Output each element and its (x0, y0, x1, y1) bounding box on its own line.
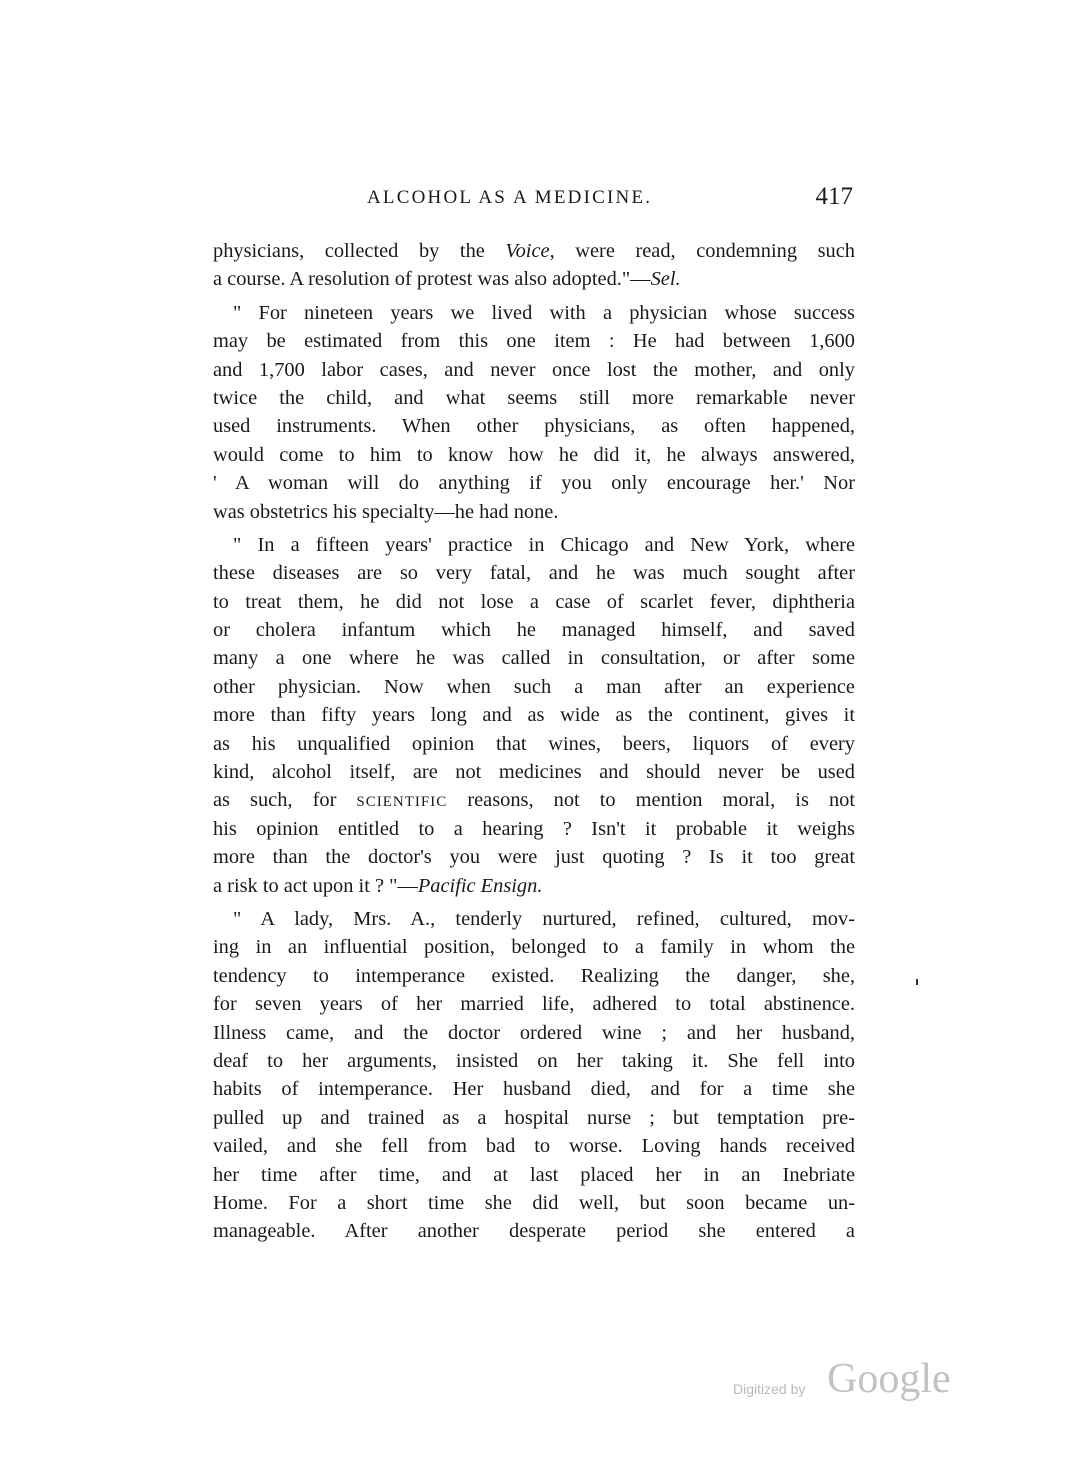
text-line: Illness came, and the doctor ordered wine ; and her husband, (213, 1021, 855, 1044)
text-line: tendency to intemperance existed. Realizing the danger, she, (213, 964, 855, 987)
body-text (213, 237, 855, 1251)
text-line: " For nineteen years we lived with a physician whose success (233, 301, 855, 324)
text-line: Home. For a short time she did well, but soon became un- (213, 1191, 855, 1214)
text-line: many a one where he was called in consultation, or after some (213, 647, 855, 670)
running-head: ALCOHOL AS A MEDICINE. (367, 187, 653, 208)
text-line: a risk to act upon it ? "—Pacific Ensign. (213, 874, 543, 897)
text-line: more than the doctor's you were just quoting ? Is it too great (213, 846, 855, 869)
google-logo: Google (827, 1356, 951, 1402)
text-line: physicians, collected by the Voice, were read, condemning such (213, 240, 855, 262)
text-line: was obstetrics his specialty—he had none. (213, 500, 559, 523)
text-line: habits of intemperance. Her husband died, and for a time she (213, 1078, 855, 1101)
text-line: manageable. After another desperate period she entered a (213, 1220, 855, 1243)
source-citation: Sel. (650, 268, 681, 291)
publication-title: Voice (505, 240, 550, 262)
digitized-by-label: Digitized by (733, 1381, 806, 1397)
text-line: other physician. Now when such a man after an experience (213, 675, 855, 698)
text-line: these diseases are so very fatal, and he was much sought after (213, 562, 855, 585)
paragraph-3 (213, 531, 855, 900)
source-citation: Pacific Ensign. (417, 874, 543, 897)
paragraph-1 (213, 237, 855, 294)
text-line: used instruments. When other physicians, as often happened, (213, 415, 855, 438)
text-line: " In a fifteen years' practice in Chicago and New York, where (233, 533, 855, 556)
text-line: deaf to her arguments, insisted on her taking it. She fell into (213, 1049, 855, 1072)
text-line: for seven years of her married life, adhered to total abstinence. (213, 993, 855, 1016)
text-line: would come to him to know how he did it, he always answered, (213, 443, 855, 466)
page-number: 417 (815, 183, 853, 210)
text-line: a course. A resolution of protest was also adopted."—Sel. (213, 268, 681, 291)
text-line: kind, alcohol itself, are not medicines and should never be used (213, 761, 855, 784)
text-line: her time after time, and at last placed her in an Inebriate (213, 1163, 855, 1186)
text-line: as his unqualified opinion that wines, beers, liquors of every (213, 732, 855, 755)
text-line: as such, for SCIENTIFIC reasons, not to mention moral, is not (213, 789, 855, 812)
paragraph-2 (213, 299, 855, 526)
text-line: ' A woman will do anything if you only encourage her.' Nor (213, 472, 855, 495)
text-line: to treat them, he did not lose a case of scarlet fever, diphtheria (213, 590, 855, 613)
paragraph-4 (213, 905, 855, 1246)
scan-speck (916, 979, 918, 985)
page-header (213, 183, 855, 217)
text-line: and 1,700 labor cases, and never once lost the mother, and only (213, 358, 855, 381)
text-line: " A lady, Mrs. A., tenderly nurtured, refined, cultured, mov- (233, 907, 855, 930)
text-line: vailed, and she fell from bad to worse. Loving hands received (213, 1135, 855, 1158)
text-line: or cholera infantum which he managed himself, and saved (213, 619, 855, 642)
text-line: pulled up and trained as a hospital nurse ; but temptation pre- (213, 1106, 855, 1129)
text-line: twice the child, and what seems still more remarkable never (213, 386, 855, 409)
small-caps-word: SCIENTIFIC (356, 794, 448, 811)
text-line: more than fifty years long and as wide as the continent, gives it (213, 704, 855, 727)
text-line: ing in an influential position, belonged to a family in whom the (213, 936, 855, 959)
digitized-watermark (733, 1355, 963, 1403)
text-line: his opinion entitled to a hearing ? Isn't it probable it weighs (213, 817, 855, 840)
text-line: may be estimated from this one item : He had between 1,600 (213, 330, 855, 353)
